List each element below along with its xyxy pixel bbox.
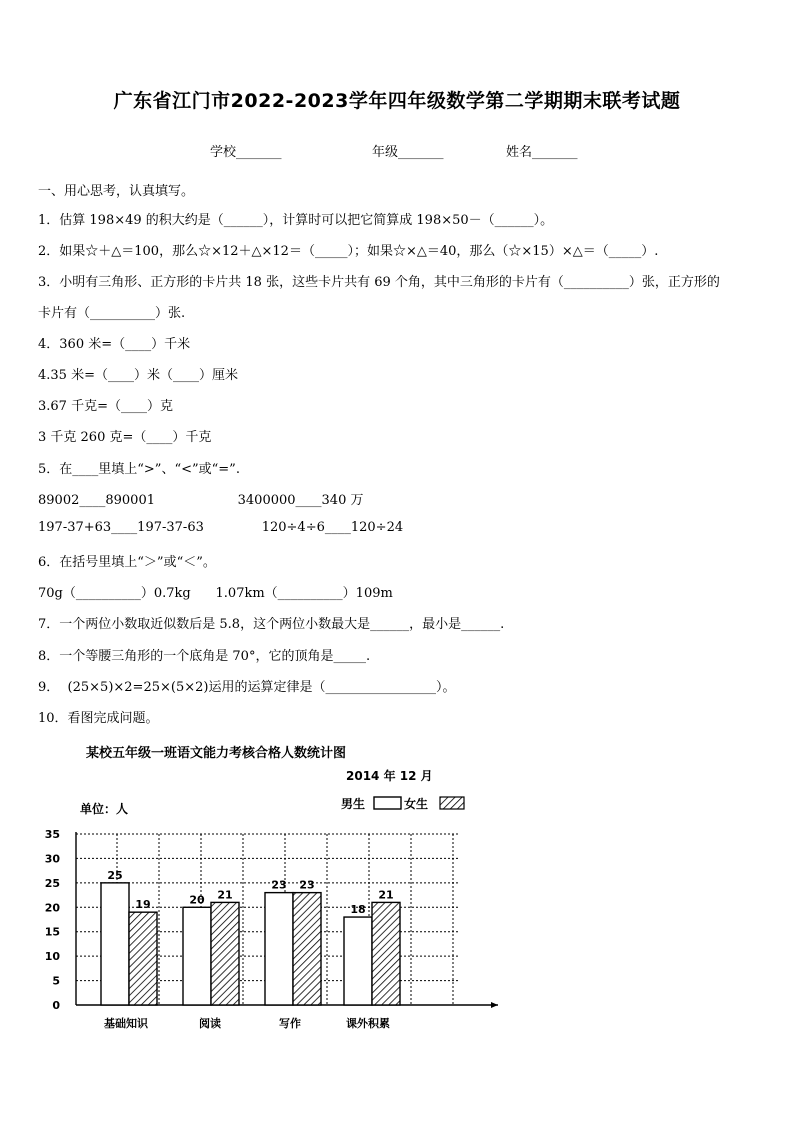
section-heading: 一、用心思考，认真填写。 [38,184,195,199]
y-tick-label: 25 [44,876,60,890]
question-5b: 197-37+63____197-37-63 120÷4÷6____120÷24 [38,520,404,535]
bar-boys [183,907,211,1005]
category-label: 写作 [279,1017,301,1030]
question-4b: 4.35 米=（____）米（____）厘米 [38,368,238,383]
question-4c: 3.67 千克=（____）克 [38,399,173,414]
question-4a: 4．360 米=（____）千米 [38,337,191,352]
data-label: 25 [107,868,123,882]
question-7: 7．一个两位小数取近似数后是 5.8，这个两位小数最大是______，最小是______. [38,617,505,632]
grade-field: 年级_______ [372,145,444,160]
data-label: 23 [271,878,287,892]
chart-legend [341,796,464,811]
school-field: 学校_______ [210,145,282,160]
bar-boys [344,917,372,1005]
y-tick-label: 10 [44,950,60,964]
y-tick-label: 30 [44,852,60,866]
y-tick-label: 15 [44,925,60,939]
bar-boys [101,883,129,1005]
name-field: 姓名_______ [506,145,578,160]
question-4d: 3 千克 260 克=（____）千克 [38,430,212,445]
question-3-cont: 卡片有（__________）张. [38,306,186,321]
question-6a: 70g（__________）0.7kg 1.07km（__________）109m [38,586,393,601]
question-2: 2．如果☆＋△＝100，那么☆×12＋△×12＝（_____）；如果☆×△＝40，那么（☆×15）×△＝（_____）. [38,244,659,259]
chart-date: 2014 年 12 月 [346,769,433,783]
bar-girls [372,902,400,1005]
data-label: 21 [378,888,394,902]
question-5: 5．在____里填上“>”、“<”或“=”. [38,462,240,477]
data-label: 20 [189,893,205,907]
legend-swatch-boys [374,797,401,809]
question-1: 1．估算 198×49 的积大约是（______），计算时可以把它简算成 198×50－（______）。 [38,213,554,228]
category-label: 阅读 [199,1017,221,1030]
question-8: 8．一个等腰三角形的一个底角是 70°，它的顶角是_____. [38,649,371,664]
question-5a: 89002____890001 3400000____340 万 [38,493,364,508]
data-label: 18 [350,903,366,917]
x-axis-arrow [491,1002,498,1008]
question-3: 3．小明有三角形、正方形的卡片共 18 张，这些卡片共有 69 个角，其中三角形的卡片有（__________）张，正方形的 [38,275,720,290]
category-label: 基础知识 [104,1017,148,1030]
y-tick-label: 35 [44,828,60,841]
data-label: 19 [135,898,151,912]
legend-swatch-girls [440,797,464,809]
legend-label-boys: 男生 [341,797,366,811]
question-10: 10．看图完成问题。 [38,711,159,726]
data-label: 21 [217,888,233,902]
y-tick-label: 20 [44,901,60,915]
bar-girls [293,893,321,1005]
chart-title: 某校五年级一班语文能力考核合格人数统计图 [86,746,347,761]
legend-label-girls: 女生 [404,797,429,811]
bar-girls [129,912,157,1005]
y-tick-label: 5 [52,974,60,988]
category-label: 课外积累 [346,1017,390,1030]
question-6: 6．在括号里填上“＞”或“＜”。 [38,555,216,570]
y-tick-label: 0 [52,999,60,1012]
page-title: 广东省江门市2022-2023学年四年级数学第二学期期末联考试题 [113,90,681,112]
unit-label: 单位：人 [80,802,129,816]
data-label: 23 [299,878,315,892]
bar-girls [211,902,239,1005]
question-9: 9． (25×5)×2=25×(5×2)运用的运算定律是（_________________）。 [38,680,456,695]
bar-boys [265,893,293,1005]
